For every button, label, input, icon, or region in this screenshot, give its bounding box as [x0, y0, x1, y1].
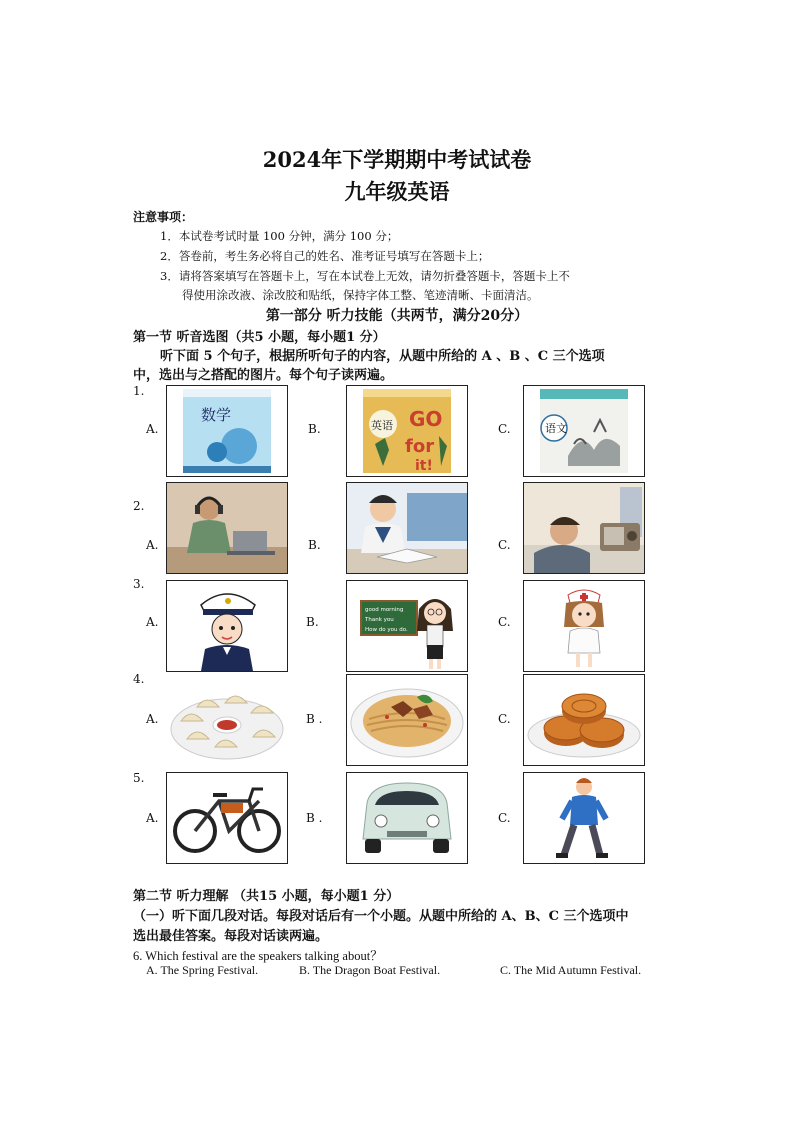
section-one-instruction-cont: 中，选出与之搭配的图片。每个句子读两遍。 — [133, 368, 394, 383]
exam-subtitle: 九年级英语 — [344, 179, 450, 204]
mooncakes-image[interactable] — [523, 674, 645, 766]
option-label: B. — [308, 538, 321, 552]
section-one-heading: 第一节 听音选图（共5 小题，每小题1 分） — [133, 330, 386, 345]
option-label: B . — [306, 811, 323, 825]
section-two-instruction: （一）听下面几段对话。每段对话后有一个小题。从题中所给的 A、B、C 三个选项中 — [133, 909, 629, 924]
q6-option-c[interactable]: C. The Mid Autumn Festival. — [500, 963, 642, 977]
svg-text:for: for — [405, 436, 435, 457]
option-label: A. — [146, 615, 159, 629]
note-item: 1．本试卷考试时量 100 分钟，满分 100 分； — [160, 229, 399, 243]
note-item: 3．请将答案填写在答题卡上，写在本试卷上无效，请勿折叠答题卡，答题卡上不 — [160, 269, 570, 283]
noodles-image[interactable] — [346, 674, 468, 766]
car-image[interactable] — [346, 772, 468, 864]
option-label: C. — [498, 538, 511, 552]
q6-option-a[interactable]: A. The Spring Festival. — [146, 963, 259, 977]
dumplings-image[interactable] — [166, 674, 288, 766]
svg-text:it!: it! — [415, 458, 433, 474]
q6-option-b[interactable]: B. The Dragon Boat Festival. — [299, 963, 441, 977]
math-textbook-image[interactable] — [166, 385, 288, 477]
notes-heading: 注意事项： — [133, 210, 194, 224]
note-item: 得使用涂改液、涂改胶和贴纸，保持字体工整、笔迹清晰、卡面清洁。 — [182, 288, 539, 302]
man-listening-radio-image[interactable] — [523, 482, 645, 574]
teacher-image[interactable] — [346, 580, 468, 672]
nurse-image[interactable] — [523, 580, 645, 672]
boy-reading-book-image[interactable] — [346, 482, 468, 574]
chinese-book-text: 语文 — [545, 422, 567, 435]
question-number: 4. — [133, 672, 145, 686]
option-label: C. — [498, 615, 511, 629]
option-label: A. — [146, 422, 159, 436]
boy-laptop-headphones-image[interactable] — [166, 482, 288, 574]
svg-text:GO: GO — [409, 407, 443, 431]
option-label: C. — [498, 811, 511, 825]
option-label: A. — [146, 712, 159, 726]
option-label: C. — [498, 712, 511, 726]
police-officer-image[interactable] — [166, 580, 288, 672]
board-line-1: good morning — [365, 607, 404, 613]
exam-title: 2024年下学期期中考试试卷 — [262, 147, 532, 172]
board-line-3: How do you do. — [365, 627, 408, 633]
section-two-instruction-cont: 选出最佳答案。每段对话读两遍。 — [133, 929, 329, 944]
bicycle-image[interactable] — [166, 772, 288, 864]
english-book-text: 英语 — [371, 419, 393, 432]
section-one-instruction: 听下面 5 个句子，根据所听句子的内容，从题中所给的 A 、B 、C 三个选项 — [160, 349, 605, 364]
question-number: 2. — [133, 499, 145, 513]
option-label: C. — [498, 422, 511, 436]
question-number: 3. — [133, 577, 145, 591]
option-label: B. — [306, 615, 319, 629]
walking-man-image[interactable] — [523, 772, 645, 864]
question-number: 1. — [133, 384, 145, 398]
option-label: B . — [306, 712, 323, 726]
section-two-heading: 第二节 听力理解 （共15 小题，每小题1 分） — [133, 889, 400, 904]
question-6: 6. Which festival are the speakers talking about？ — [133, 949, 383, 963]
part-one-heading: 第一部分 听力技能（共两节，满分20分） — [265, 308, 529, 324]
english-textbook-image[interactable] — [346, 385, 468, 477]
option-label: A. — [146, 811, 159, 825]
note-item: 2．答卷前，考生务必将自己的姓名、准考证号填写在答题卡上； — [160, 249, 490, 263]
chinese-textbook-image[interactable] — [523, 385, 645, 477]
math-book-text: 数学 — [201, 406, 232, 424]
board-line-2: Thank you — [365, 617, 394, 623]
question-number: 5. — [133, 771, 145, 785]
option-label: B. — [308, 422, 321, 436]
option-label: A. — [146, 538, 159, 552]
